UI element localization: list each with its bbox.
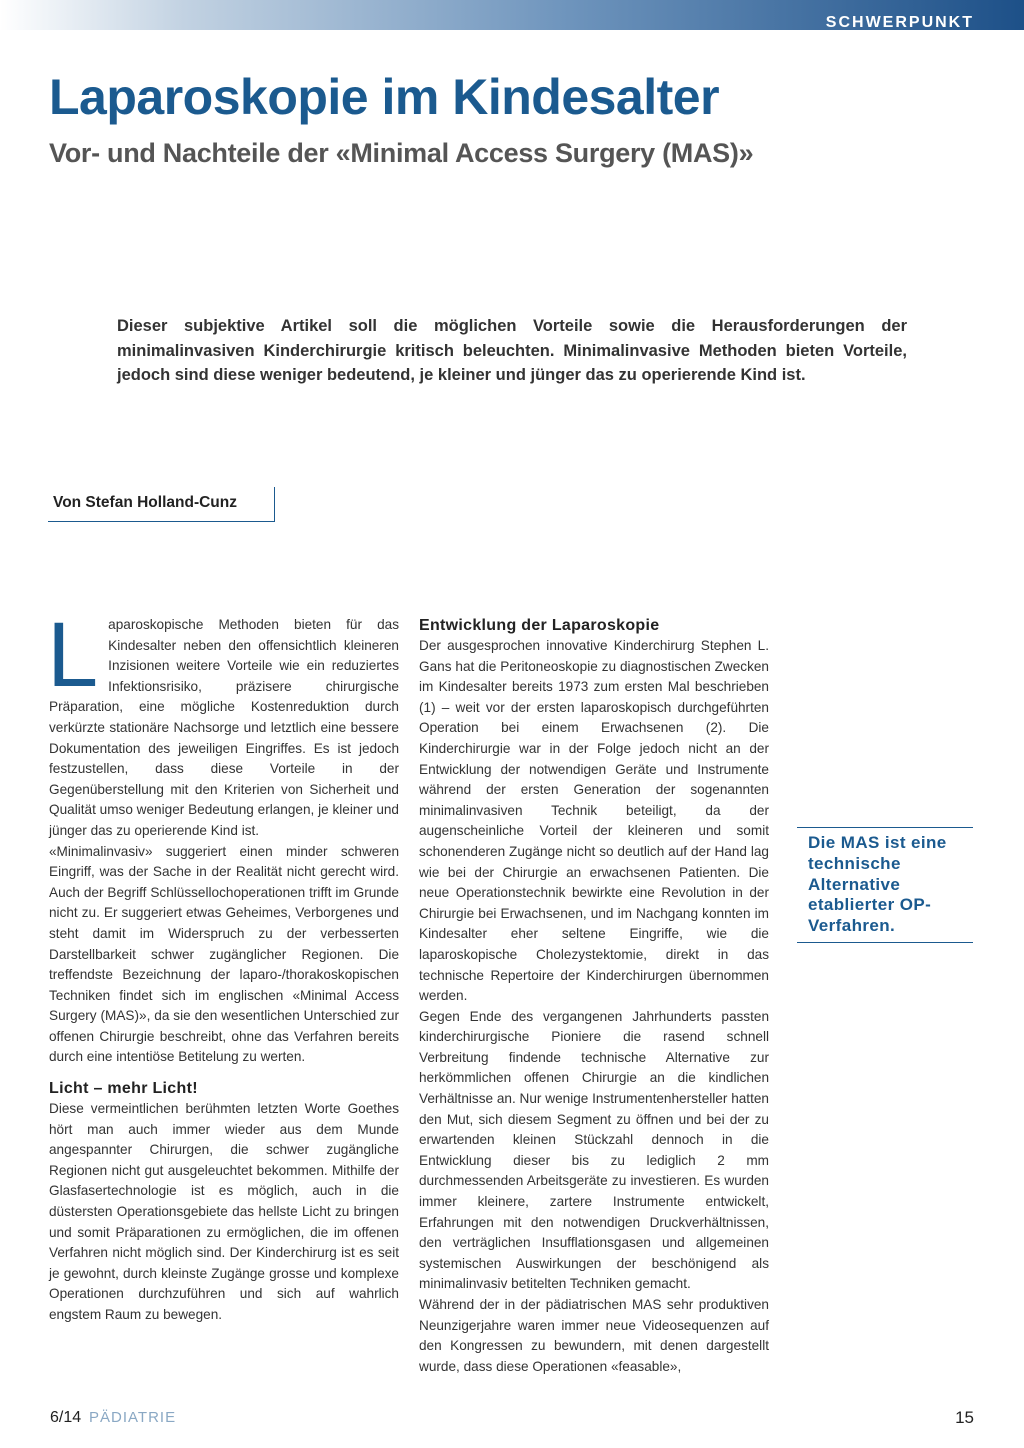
column-left [47, 604, 399, 1326]
pull-quote-text: Die MAS ist eine technische Alternative etablierter OP-Verfahren. [808, 833, 947, 936]
column-middle [419, 615, 769, 1377]
footer-issue: 6/14 [50, 1409, 82, 1426]
section-heading-licht: Licht – mehr Licht! [49, 1080, 198, 1098]
paragraph: Diese vermeintlichen berühmten letzten Worte Goethes hört man auch immer wieder aus dem Munde angespannter Chirurgen, die schwer zugängliche Regionen nicht gut ausgeleuchtet bekommen. Mithilfe der Glasfasertechnologie ist es möglich, auch in die düstersten Operationsgebiete das hellste Licht zu bringen und somit Präparationen zu ermöglichen, die im offenen Verfahren nicht möglich sind. Der Kinderchirurg ist es seit je gewohnt, durch kleinste Zugänge grosse und komplexe Operationen durchzuführen und sich auf wahrlich engstem Raum zu bewegen. [49, 1101, 399, 1322]
paragraph: Während der in der pädiatrischen MAS sehr produktiven Neunzigerjahre waren immer neue Videosequenzen auf den Kongressen zu bewundern, mit denen dargestellt wurde, dass diese Operationen «feasable», [419, 1297, 769, 1374]
intro-text: aparoskopische Methoden bieten für das Kindesalter neben den offensichtlich kleineren Inzisionen weitere Vorteile wie ein reduziertes Infektionsrisiko, präzisere chirurgische Präparation, eine mögliche Kostenreduktion durch verkürzte stationäre Nachsorge und letztlich eine bessere Dokumentation des jeweiligen Eingriffes. Es ist jedoch festzustellen, dass diese Vorteile in der Gegenüberstellung mit den Kriterien von Sicherheit und Qualität umso weniger Bedeutung erlangen, je kleiner und jünger das zu operierende Kind ist. [49, 617, 399, 838]
paragraph: «Minimalinvasiv» suggeriert einen minder schweren Eingriff, was der Sache in der Realität nicht gerecht wird. Auch der Begriff Schlüssellochoperationen trifft im Grunde nicht zu. Er suggeriert etwas Geheimes, Verborgenes und steht damit im Widerspruch zu der verbesserten Darstellbarkeit schwer zugänglicher Regionen. Die treffendste Bezeichnung der laparo-/thorakoskopischen Techniken findet sich im englischen «Minimal Access Surgery (MAS)», da sie den wesentlichen Unterschied zur offenen Chirurgie beschreibt, ohne das Verfahren bereits durch eine intentiöse Betitelung zu werten. [49, 843, 399, 1065]
section-heading-entwicklung: Entwicklung der Laparoskopie [419, 617, 660, 634]
section-label: SCHWERPUNKT [825, 14, 974, 31]
paragraph: Der ausgesprochen innovative Kinderchirurg Stephen L. Gans hat die Peritoneoskopie zu diagnostischen Zwecken im Kindesalter bereits 1973 zum ersten Mal beschrieben (1) – weit vor der ersten laparoskopisch durchgeführten Operation bei einem Erwachsenen (2). Die Kinderchirurgie war in der Folge jedoch nicht an der Entwicklung der notwendigen Geräte und Instrumente während der ersten Generation der sogenannten minimalinvasiven Technik beteiligt, da der augenscheinliche Vorteil der kleineren und somit schonenderen Zugänge nicht so deutlich auf der Hand lag wie bei der Chirurgie an erwachsenen Patienten. Die neue Operationstechnik bewirkte eine Revolution in der Chirurgie bei Erwachsenen, und im Nachgang konnten im Kindesalter eher seltene Eingriffe, wie die laparoskopische Cholezystektomie, direkt in das technische Repertoire der Kinderchirurgen übernommen werden. [419, 638, 769, 1004]
footer-magazine-name: PÄDIATRIE [89, 1409, 177, 1426]
lead-paragraph: Dieser subjektive Artikel soll die möglichen Vorteile sowie die Herausforderungen der minimalinvasiven Kinderchirurgie kritisch beleuchten. Minimalinvasive Methoden bieten Vorteile, jedoch sind diese weniger bedeutend, je kleiner und jünger das zu operierende Kind ist. [117, 317, 907, 385]
intro-paragraph [47, 604, 399, 842]
article-subtitle: Vor- und Nachteile der «Minimal Access Surgery (MAS)» [49, 138, 754, 168]
paragraph: Gegen Ende des vergangenen Jahrhunderts passten kinderchirurgische Pioniere die rasend schnell Verbreitung findende technische Alternative zur herkömmlichen offenen Chirurgie an die kindlichen Verhältnisse an. Nur wenige Instrumentenhersteller hatten den Mut, sich diesem Segment zu öffnen und bei der zu erwartenden kleinen Stückzahl dennoch in die Entwicklung dieser bis zu lediglich 2 mm durchmessenden Arbeitsgeräte zu investieren. Es wurden immer kleinere, zartere Instrumente entwickelt, Erfahrungen mit den notwendigen Druckverhältnissen, den verträglichen Insufflationsgasen und allgemeinen systemischen Auswirkungen der beschönigend als minimalinvasiv betitelten Techniken gemacht. [419, 1008, 769, 1292]
author-byline: Von Stefan Holland-Cunz [53, 494, 237, 511]
author-box [48, 487, 275, 522]
article-title: Laparoskopie im Kindesalter [49, 69, 720, 125]
dropcap: L [47, 604, 99, 706]
page-number: 15 [955, 1408, 974, 1427]
pull-quote [797, 827, 973, 943]
